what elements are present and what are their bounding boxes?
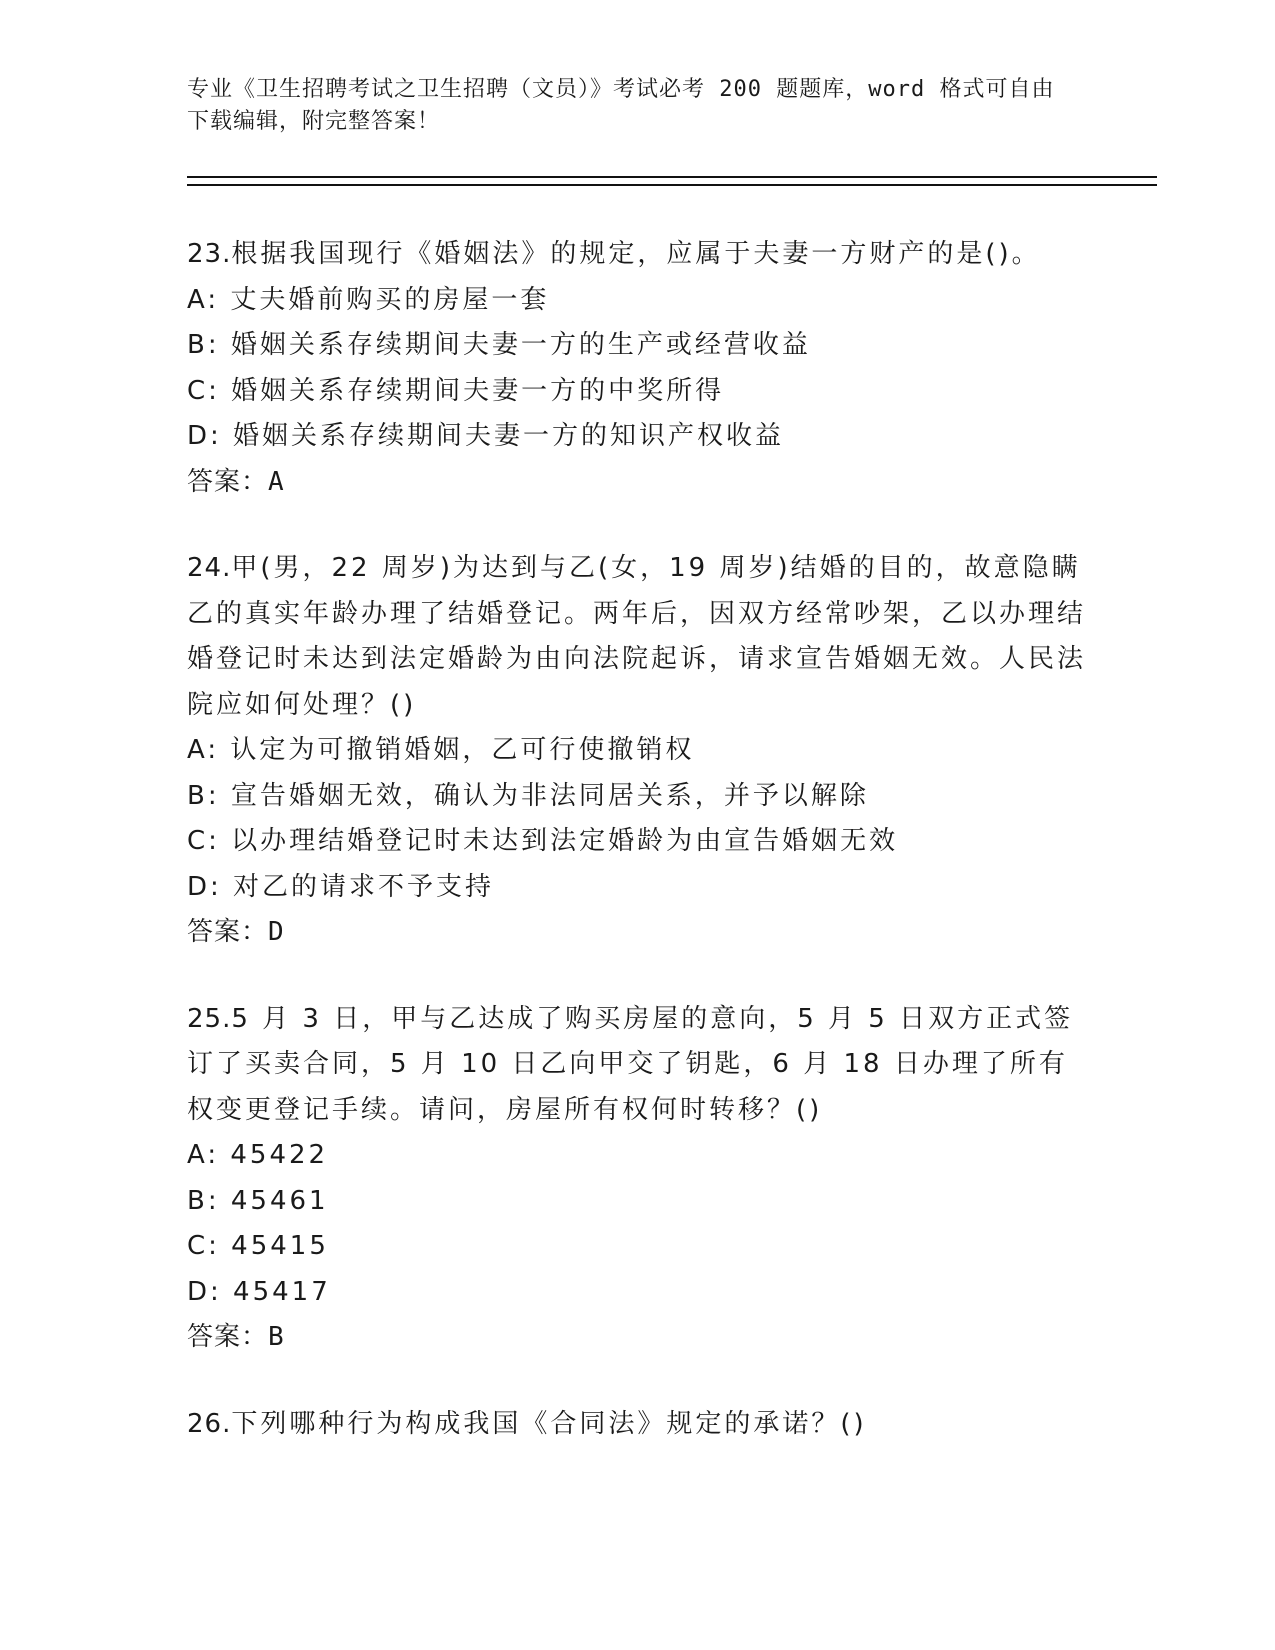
- question-stem: [187, 997, 1092, 1134]
- option-c: C: 婚姻关系存续期间夫妻一方的中奖所得: [187, 375, 725, 406]
- header-double-rule: [187, 176, 1157, 186]
- question-25: [187, 997, 1157, 1361]
- option-b: B: 婚姻关系存续期间夫妻一方的生产或经营收益: [187, 330, 811, 360]
- question-text: 下列哪种行为构成我国《合同法》规定的承诺？(): [231, 1408, 867, 1439]
- question-stem: [187, 546, 1092, 728]
- question-text: 根据我国现行《婚姻法》的规定，应属于夫妻一方财产的是()。: [231, 239, 1041, 269]
- question-23: [187, 232, 1157, 505]
- question-list: [187, 232, 1157, 1447]
- question-text: 甲(男，22 周岁)为达到与乙(女，19 周岁)结婚的目的，故意隐瞒乙的真实年龄办理了结婚登记。两年后，因双方经常吵架，乙以办理结婚登记时未达到法定婚龄为由向法院起诉，请求宣告婚姻无效。人民法院应如何处理？(): [187, 553, 1087, 720]
- question-26: [187, 1402, 1157, 1448]
- option-b: B: 45461: [187, 1185, 329, 1216]
- option-a: A: 丈夫婚前购买的房屋一套: [187, 284, 550, 315]
- option-a: A: 45422: [187, 1140, 329, 1170]
- question-number: 23.: [187, 239, 232, 269]
- option-d: D: 45417: [187, 1276, 331, 1307]
- document-header-title: 专业《卫生招聘考试之卫生招聘（文员）》考试必考 200 题题库，word 格式可自由下载编辑，附完整答案！: [187, 77, 1055, 134]
- answer-line: 答案：D: [187, 917, 285, 947]
- question-24: [187, 546, 1157, 956]
- question-number: 24.: [187, 553, 232, 583]
- option-c: C: 45415: [187, 1231, 329, 1261]
- question-number: 25.: [187, 1003, 232, 1034]
- option-c: C: 以办理结婚登记时未达到法定婚龄为由宣告婚姻无效: [187, 826, 899, 856]
- question-number: 26.: [187, 1408, 232, 1439]
- question-stem: [187, 232, 1092, 278]
- answer-line: 答案：A: [187, 466, 285, 497]
- question-stem: [187, 1402, 1092, 1448]
- document-page: [187, 74, 1157, 1488]
- answer-line: 答案：B: [187, 1322, 285, 1352]
- option-a: A: 认定为可撤销婚姻，乙可行使撤销权: [187, 735, 695, 765]
- option-b: B: 宣告婚姻无效，确认为非法同居关系，并予以解除: [187, 780, 869, 811]
- option-d: D: 婚姻关系存续期间夫妻一方的知识产权收益: [187, 421, 785, 451]
- option-d: D: 对乙的请求不予支持: [187, 871, 495, 902]
- question-text: 5 月 3 日，甲与乙达成了购买房屋的意向，5 月 5 日双方正式签订了买卖合同，5 月 10 日乙向甲交了钥匙，6 月 18 日办理了所有权变更登记手续。请问，房屋所有权何时转移？(): [187, 1003, 1074, 1125]
